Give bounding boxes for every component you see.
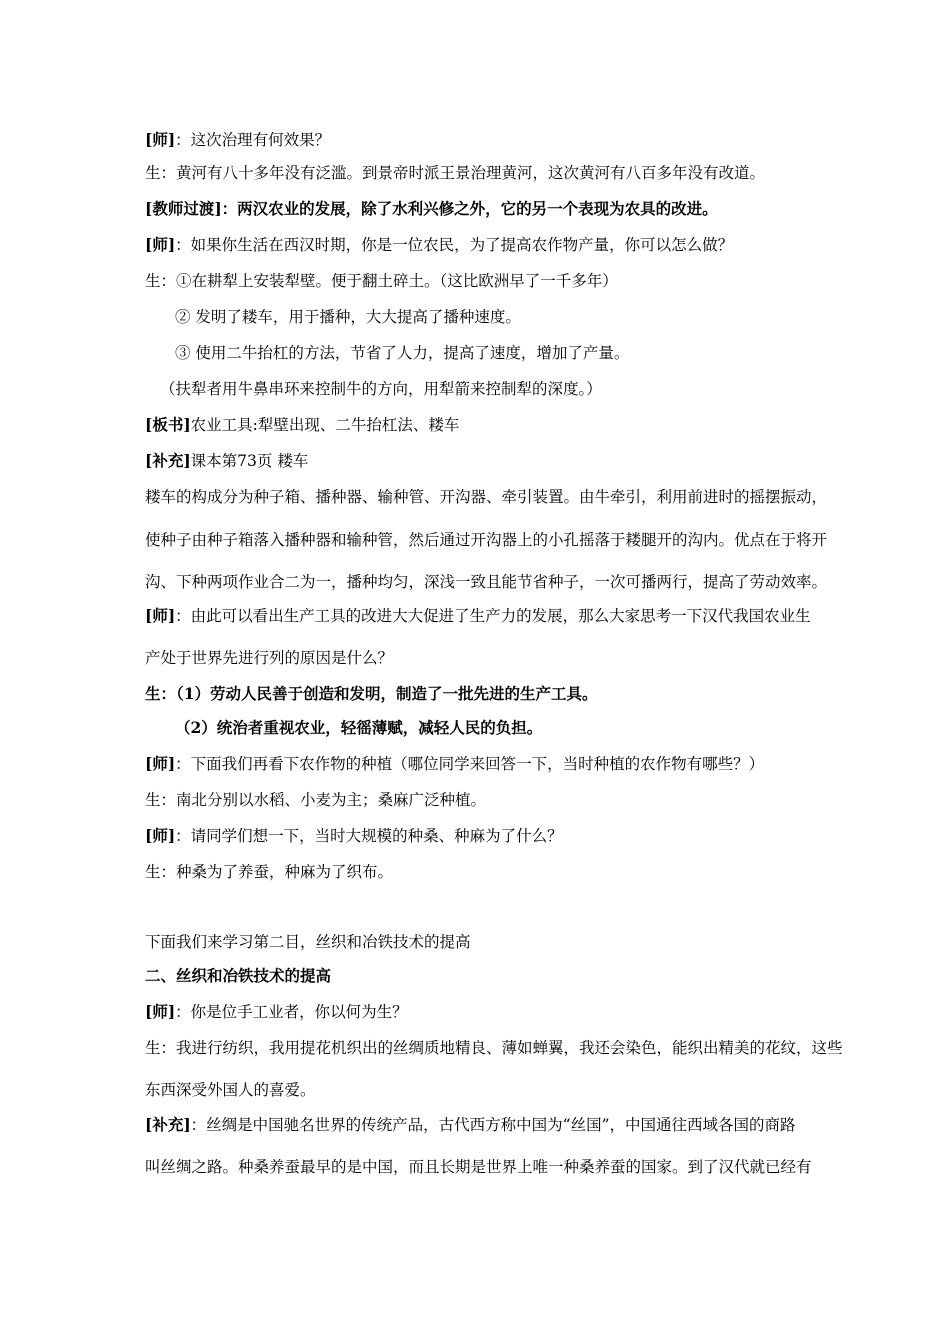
- line-1: [145, 130, 330, 150]
- line-8: [160, 379, 602, 399]
- line-19: [145, 790, 486, 810]
- line-text: 生：（1）劳动人民善于创造和发明，制造了一批先进的生产工具。: [145, 684, 598, 703]
- line-18: [145, 754, 764, 774]
- line-27: [145, 1115, 796, 1135]
- line-text: 叫丝绸之路。种桑养蚕最早的是中国，而且长期是世界上唯一种桑养蚕的国家。到了汉代就已经有: [145, 1158, 812, 1176]
- line-text: ：下面我们再看下农作物的种植（哪位同学来回答一下，当时种植的农作物有哪些？）: [175, 755, 765, 773]
- line-text: ：这次治理有何效果？: [175, 131, 331, 149]
- line-text: ：如果你生活在西汉时期，你是一位农民，为了提高农作物产量，你可以怎么做？: [175, 236, 734, 254]
- speaker-tag: [师]: [145, 754, 176, 773]
- line-5: [145, 271, 618, 291]
- line-text: 产处于世界先进行列的原因是什么？: [145, 649, 394, 667]
- line-text: 生：我进行纺织，我用提花机织出的丝绸质地精良、薄如蝉翼，我还会染色，能织出精美的花纹，这些: [145, 1039, 843, 1057]
- line-text: ：两汉农业的发展，除了水利兴修之外，它的另一个表现为农具的改进。: [221, 199, 718, 218]
- line-text: （扶犁者用牛鼻串环来控制牛的方向，用犁箭来控制犁的深度。）: [160, 380, 602, 398]
- line-21: [145, 862, 393, 882]
- line-24: [145, 1002, 408, 1022]
- line-text: 农业工具:犁壁出现、二牛抬杠法、耧车: [190, 416, 460, 434]
- speaker-tag: [板书]: [145, 415, 191, 434]
- speaker-tag: [师]: [145, 826, 176, 845]
- line-text: 生：南北分别以水稻、小麦为主；桑麻广泛种植。: [145, 791, 487, 809]
- line-text: 生：①在耕犁上安装犁壁。便于翻土碎土。（这比欧洲早了一千多年）: [145, 272, 618, 290]
- line-2: [145, 163, 765, 183]
- line-28: [145, 1157, 812, 1177]
- line-text: 耧车的构成分为种子箱、播种器、输种管、开沟器、牵引装置。由牛牵引，利用前进时的摇摆振动，: [145, 488, 828, 506]
- line-16: [145, 684, 598, 704]
- speaker-tag: [师]: [145, 606, 176, 625]
- section-heading: [145, 966, 331, 986]
- line-3: [145, 199, 718, 219]
- line-11: [145, 487, 827, 507]
- line-4: [145, 235, 733, 255]
- line-10: [145, 451, 308, 471]
- line-15: [145, 648, 393, 668]
- line-26: [145, 1080, 316, 1100]
- speaker-tag: [教师过渡]: [145, 199, 222, 218]
- line-7: [175, 343, 629, 363]
- line-6: [175, 307, 521, 327]
- line-text: 下面我们来学习第二目，丝织和冶铁技术的提高: [145, 933, 471, 951]
- line-text: ③ 使用二牛抬杠的方法，节省了人力，提高了速度，增加了产量。: [175, 344, 630, 362]
- line-text: 东西深受外国人的喜爱。: [145, 1081, 316, 1099]
- line-25: [145, 1038, 843, 1058]
- speaker-tag: [师]: [145, 1002, 176, 1021]
- line-text: ② 发明了耧车，用于播种，大大提高了播种速度。: [175, 308, 521, 326]
- line-9: [145, 415, 459, 435]
- speaker-tag: [师]: [145, 235, 176, 254]
- line-text: ：你是位手工业者，你以何为生？: [175, 1003, 408, 1021]
- line-text: 沟、下种两项作业合二为一，播种均匀，深浅一致且能节省种子，一次可播两行，提高了劳动效率。: [145, 573, 828, 591]
- line-text: 生：黄河有八十多年没有泛滥。到景帝时派王景治理黄河，这次黄河有八百多年没有改道。: [145, 164, 766, 182]
- line-17: [175, 718, 542, 738]
- line-13: [145, 572, 827, 592]
- line-text: （2）统治者重视农业，轻徭薄赋，减轻人民的负担。: [175, 718, 543, 737]
- line-22: [145, 932, 471, 952]
- line-text: 生：种桑为了养蚕，种麻为了织布。: [145, 863, 394, 881]
- speaker-tag: [补充]: [145, 1115, 191, 1134]
- line-12: [145, 530, 827, 550]
- speaker-tag: [师]: [145, 130, 176, 149]
- line-text: ：请同学们想一下，当时大规模的种桑、种麻为了什么？: [175, 827, 563, 845]
- line-20: [145, 826, 563, 846]
- line-text: 课本第73页 耧车: [190, 452, 309, 470]
- line-text: ：丝绸是中国驰名世界的传统产品，古代西方称中国为“丝国”，中国通往西域各国的商路: [190, 1116, 796, 1134]
- line-14: [145, 606, 811, 626]
- line-text: ：由此可以看出生产工具的改进大大促进了生产力的发展，那么大家思考一下汉代我国农业生: [175, 607, 811, 625]
- speaker-tag: [补充]: [145, 451, 191, 470]
- line-text: 使种子由种子箱落入播种器和输种管，然后通过开沟器上的小孔摇落于耧腿开的沟内。优点在于将开: [145, 531, 828, 549]
- line-text: 二、丝织和冶铁技术的提高: [145, 966, 332, 985]
